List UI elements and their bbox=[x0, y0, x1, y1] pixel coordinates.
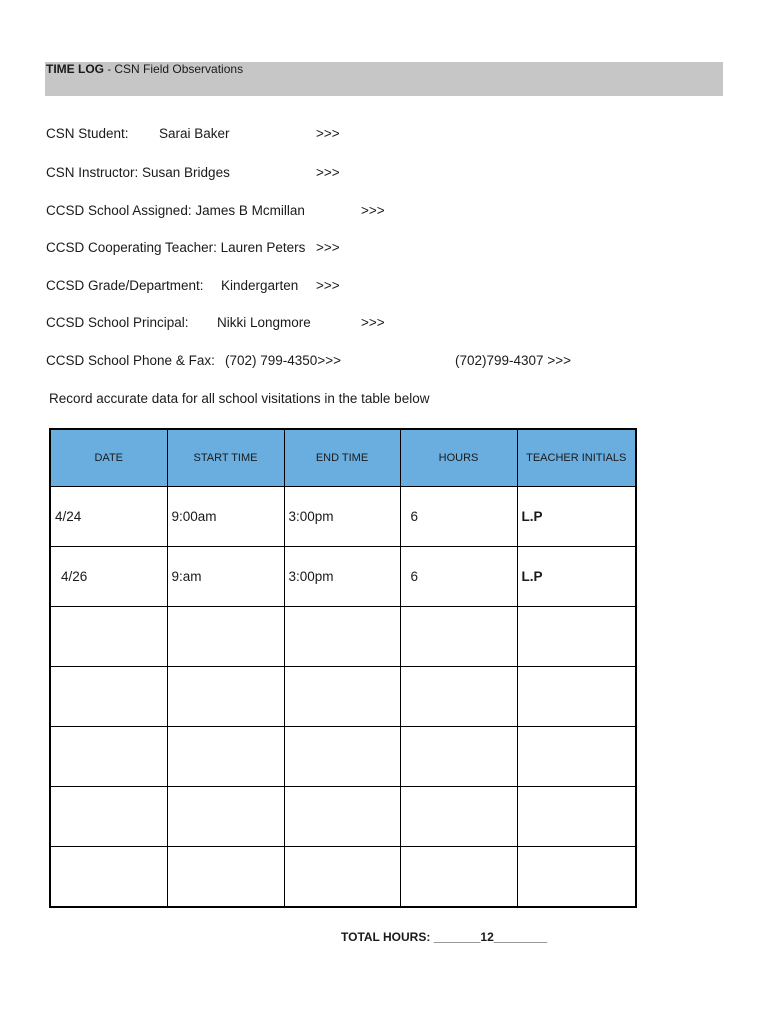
instructor-arrow: >>> bbox=[316, 165, 340, 180]
instructions-text: Record accurate data for all school visitations in the table below bbox=[49, 391, 430, 406]
phone-label: CCSD School Phone & Fax: bbox=[46, 353, 215, 368]
grade-value: Kindergarten bbox=[221, 278, 299, 293]
title-separator: - bbox=[107, 64, 112, 76]
table-row bbox=[50, 547, 636, 607]
column-header-end-time: END TIME bbox=[284, 429, 400, 487]
title-bar bbox=[45, 62, 723, 96]
cell-teacher-initials bbox=[517, 727, 636, 787]
cell-hours: 6 bbox=[400, 487, 517, 547]
table-header-row bbox=[50, 429, 636, 487]
total-hours-value: _______12________ bbox=[433, 930, 548, 944]
table-row bbox=[50, 847, 636, 908]
cell-end-time bbox=[284, 727, 400, 787]
cell-teacher-initials: L.P bbox=[517, 547, 636, 607]
cell-end-time: 3:00pm bbox=[284, 547, 400, 607]
cell-date bbox=[50, 727, 167, 787]
cell-start-time: 9:am bbox=[167, 547, 284, 607]
table-row bbox=[50, 607, 636, 667]
table-row bbox=[50, 787, 636, 847]
cell-hours bbox=[400, 607, 517, 667]
fax-value: (702)799-4307 >>> bbox=[455, 353, 571, 368]
table-row bbox=[50, 727, 636, 787]
school-arrow: >>> bbox=[361, 203, 385, 218]
cell-teacher-initials bbox=[517, 847, 636, 908]
instructor-label: CSN Instructor: Susan Bridges bbox=[46, 165, 230, 180]
cell-date bbox=[50, 847, 167, 908]
teacher-label: CCSD Cooperating Teacher: Lauren Peters bbox=[46, 240, 306, 255]
phone-value: (702) 799-4350>>> bbox=[225, 353, 341, 368]
cell-date: 4/26 bbox=[50, 547, 167, 607]
total-hours bbox=[341, 930, 547, 944]
cell-teacher-initials bbox=[517, 787, 636, 847]
column-header-hours: HOURS bbox=[400, 429, 517, 487]
principal-arrow: >>> bbox=[361, 315, 385, 330]
cell-start-time: 9:00am bbox=[167, 487, 284, 547]
cell-start-time bbox=[167, 847, 284, 908]
cell-date: 4/24 bbox=[50, 487, 167, 547]
teacher-arrow: >>> bbox=[316, 240, 340, 255]
page-title: TIME LOG bbox=[46, 62, 104, 76]
page-subtitle: CSN Field Observations bbox=[114, 62, 244, 76]
student-arrow: >>> bbox=[316, 126, 340, 141]
cell-hours bbox=[400, 667, 517, 727]
cell-date bbox=[50, 787, 167, 847]
student-label: CSN Student: bbox=[46, 126, 129, 141]
student-value: Sarai Baker bbox=[159, 126, 230, 141]
total-hours-label: TOTAL HOURS: bbox=[341, 930, 431, 944]
cell-hours: 6 bbox=[400, 547, 517, 607]
cell-end-time bbox=[284, 847, 400, 908]
cell-end-time bbox=[284, 667, 400, 727]
time-log-table bbox=[49, 428, 637, 908]
table-row bbox=[50, 487, 636, 547]
cell-end-time bbox=[284, 787, 400, 847]
principal-value: Nikki Longmore bbox=[217, 315, 311, 330]
cell-end-time bbox=[284, 607, 400, 667]
cell-hours bbox=[400, 727, 517, 787]
cell-date bbox=[50, 607, 167, 667]
cell-teacher-initials: L.P bbox=[517, 487, 636, 547]
table-row bbox=[50, 667, 636, 727]
title-text bbox=[46, 62, 243, 77]
school-label: CCSD School Assigned: James B Mcmillan bbox=[46, 203, 305, 218]
column-header-date: DATE bbox=[50, 429, 167, 487]
grade-arrow: >>> bbox=[316, 278, 340, 293]
cell-teacher-initials bbox=[517, 667, 636, 727]
cell-start-time bbox=[167, 607, 284, 667]
cell-start-time bbox=[167, 787, 284, 847]
cell-date bbox=[50, 667, 167, 727]
cell-hours bbox=[400, 787, 517, 847]
cell-teacher-initials bbox=[517, 607, 636, 667]
cell-hours bbox=[400, 847, 517, 908]
column-header-start-time: START TIME bbox=[167, 429, 284, 487]
grade-label: CCSD Grade/Department: bbox=[46, 278, 204, 293]
cell-start-time bbox=[167, 727, 284, 787]
cell-end-time: 3:00pm bbox=[284, 487, 400, 547]
cell-start-time bbox=[167, 667, 284, 727]
column-header-teacher-initials: TEACHER INITIALS bbox=[517, 429, 636, 487]
principal-label: CCSD School Principal: bbox=[46, 315, 189, 330]
